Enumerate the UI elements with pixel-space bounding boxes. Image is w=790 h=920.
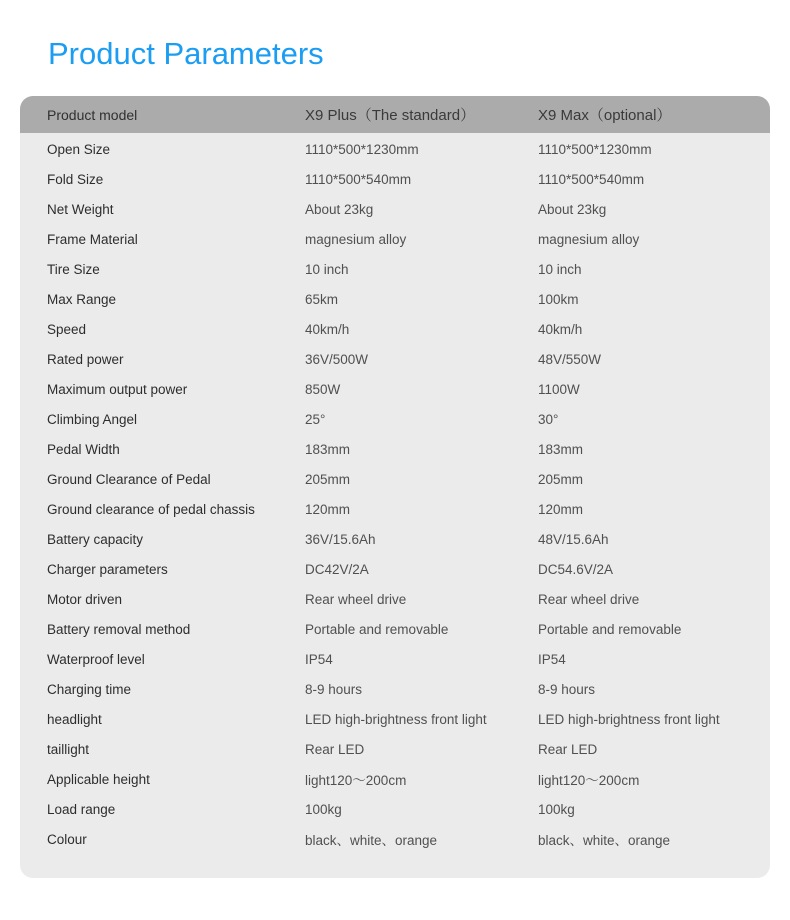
param-value-x9plus: 36V/15.6Ah	[305, 531, 376, 547]
param-label: Speed	[47, 321, 87, 337]
param-label: Load range	[47, 801, 116, 817]
table-row	[20, 134, 770, 164]
table-row	[20, 314, 770, 344]
table-row	[20, 824, 770, 854]
product-parameters-table	[20, 96, 770, 878]
table-row	[20, 494, 770, 524]
param-value-x9plus: black、white、orange	[305, 833, 438, 848]
param-value-x9plus: Rear wheel drive	[305, 591, 407, 607]
param-label: headlight	[47, 711, 102, 727]
param-value-x9plus: 100kg	[305, 801, 342, 817]
table-row	[20, 734, 770, 764]
param-value-x9plus: DC42V/2A	[305, 561, 369, 577]
param-value-x9max: Rear wheel drive	[538, 591, 640, 607]
param-label: Ground clearance of pedal chassis	[47, 501, 255, 517]
param-value-x9plus: About 23kg	[305, 201, 374, 217]
param-value-x9max: 183mm	[538, 441, 584, 457]
param-value-x9plus: 36V/500W	[305, 351, 369, 367]
param-label: Fold Size	[47, 171, 104, 187]
param-label: Open Size	[47, 141, 111, 157]
page-title: Product Parameters	[48, 36, 324, 71]
param-value-x9plus: 850W	[305, 381, 341, 397]
param-value-x9max: 205mm	[538, 471, 584, 487]
param-value-x9max: 40km/h	[538, 321, 583, 337]
param-value-x9max: DC54.6V/2A	[538, 561, 614, 577]
param-value-x9max: 120mm	[538, 501, 584, 517]
table-row	[20, 644, 770, 674]
param-label: Net Weight	[47, 201, 114, 217]
param-value-x9plus: LED high-brightness front light	[305, 711, 487, 727]
param-label: Rated power	[47, 351, 124, 367]
param-value-x9max: 48V/550W	[538, 351, 602, 367]
param-value-x9max: black、white、orange	[538, 833, 671, 848]
table-row	[20, 374, 770, 404]
param-value-x9max: IP54	[538, 651, 566, 667]
table-row	[20, 284, 770, 314]
param-label: Maximum output power	[47, 381, 188, 397]
table-row	[20, 254, 770, 284]
table-row	[20, 704, 770, 734]
table-header	[20, 96, 770, 133]
param-label: taillight	[47, 741, 90, 757]
param-label: Max Range	[47, 291, 117, 307]
param-value-x9plus: 120mm	[305, 501, 351, 517]
param-value-x9max: 8-9 hours	[538, 681, 596, 697]
param-label: Climbing Angel	[47, 411, 138, 427]
param-label: Colour	[47, 831, 87, 847]
param-value-x9plus: 10 inch	[305, 261, 349, 277]
param-value-x9max: 1100W	[538, 381, 580, 397]
param-label: Pedal Width	[47, 441, 120, 457]
table-row	[20, 224, 770, 254]
param-value-x9plus: 183mm	[305, 441, 351, 457]
table-row	[20, 554, 770, 584]
param-value-x9max: 100kg	[538, 801, 575, 817]
param-value-x9plus: Portable and removable	[305, 621, 449, 637]
param-value-x9plus: 1110*500*540mm	[305, 171, 412, 187]
table-row	[20, 794, 770, 824]
param-value-x9max: 1110*500*1230mm	[538, 141, 652, 157]
param-value-x9max: 48V/15.6Ah	[538, 531, 609, 547]
param-value-x9max: light120～200cm	[538, 773, 640, 788]
header-x9-plus: X9 Plus（The standard）	[305, 107, 476, 124]
table-row	[20, 164, 770, 194]
table-row	[20, 464, 770, 494]
param-label: Charger parameters	[47, 561, 168, 577]
param-value-x9plus: 65km	[305, 291, 339, 307]
table-row	[20, 584, 770, 614]
table-row	[20, 524, 770, 554]
table-row	[20, 344, 770, 374]
param-label: Battery capacity	[47, 531, 144, 547]
param-label: Battery removal method	[47, 621, 191, 637]
param-value-x9plus: 40km/h	[305, 321, 350, 337]
param-value-x9max: Portable and removable	[538, 621, 682, 637]
param-label: Tire Size	[47, 261, 100, 277]
param-value-x9max: 10 inch	[538, 261, 582, 277]
param-label: Motor driven	[47, 591, 123, 607]
param-value-x9plus: 1110*500*1230mm	[305, 141, 419, 157]
param-value-x9plus: Rear LED	[305, 741, 365, 757]
param-value-x9max: 30°	[538, 411, 559, 427]
param-value-x9plus: 205mm	[305, 471, 351, 487]
param-value-x9plus: magnesium alloy	[305, 231, 407, 247]
table-row	[20, 764, 770, 794]
table-body	[20, 133, 770, 878]
table-row	[20, 194, 770, 224]
param-label: Waterproof level	[47, 651, 145, 667]
table-row	[20, 614, 770, 644]
param-value-x9max: Rear LED	[538, 741, 598, 757]
header-product-model: Product model	[47, 106, 138, 123]
param-value-x9max: 1110*500*540mm	[538, 171, 645, 187]
param-value-x9plus: light120～200cm	[305, 773, 407, 788]
param-value-x9plus: 8-9 hours	[305, 681, 363, 697]
table-row	[20, 404, 770, 434]
param-value-x9plus: 25°	[305, 411, 326, 427]
table-row	[20, 674, 770, 704]
param-value-x9plus: IP54	[305, 651, 333, 667]
header-x9-max: X9 Max（optional）	[538, 107, 672, 124]
param-value-x9max: 100km	[538, 291, 579, 307]
param-value-x9max: magnesium alloy	[538, 231, 640, 247]
param-value-x9max: About 23kg	[538, 201, 607, 217]
param-value-x9max: LED high-brightness front light	[538, 711, 720, 727]
param-label: Charging time	[47, 681, 132, 697]
param-label: Frame Material	[47, 231, 138, 247]
param-label: Applicable height	[47, 771, 150, 787]
param-label: Ground Clearance of Pedal	[47, 471, 211, 487]
table-row	[20, 434, 770, 464]
